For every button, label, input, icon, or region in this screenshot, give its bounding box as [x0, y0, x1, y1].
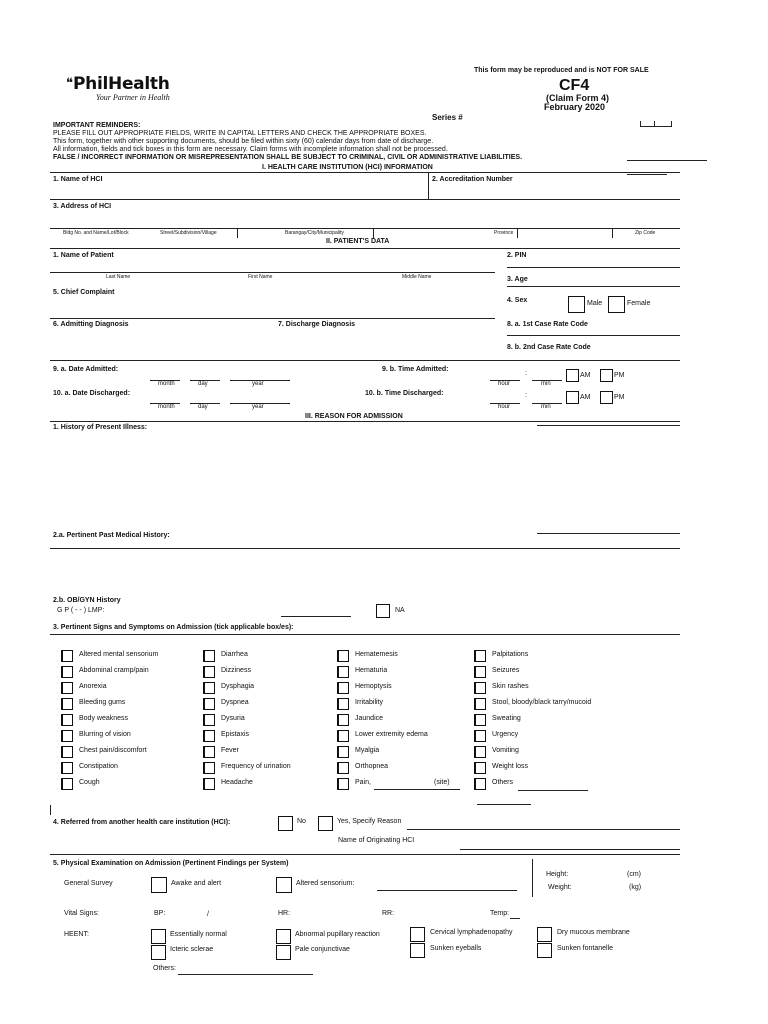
heent-item: Sunken fontanelle	[557, 945, 614, 952]
na-label: NA	[395, 607, 405, 614]
sign-checkbox[interactable]	[474, 762, 486, 774]
sign-checkbox[interactable]	[61, 650, 73, 662]
bp-label: BP:	[154, 910, 166, 917]
sign-label: Hematuria	[355, 667, 388, 674]
sign-checkbox[interactable]	[203, 746, 215, 758]
height-unit: (cm)	[627, 871, 641, 878]
history-label: 1. History of Present Illness:	[53, 424, 148, 431]
sign-checkbox[interactable]	[203, 778, 215, 790]
discharge-diagnosis-label: 7. Discharge Diagnosis	[278, 321, 356, 328]
sign-checkbox[interactable]	[61, 682, 73, 694]
heent-checkbox[interactable]	[537, 943, 552, 958]
reproduction-notice: This form may be reproduced and is NOT FOR SALE	[474, 67, 649, 74]
hour-label: hour	[498, 404, 511, 410]
section-title-patient: II. PATIENT'S DATA	[326, 238, 390, 245]
series-label: Series #	[432, 113, 463, 122]
others-label: Others:	[153, 965, 176, 972]
sign-label: Diarrhea	[221, 651, 248, 658]
logo-tagline: Your Partner in Health	[96, 93, 170, 102]
awake-label: Awake and alert	[171, 880, 222, 887]
sign-checkbox[interactable]	[61, 730, 73, 742]
address-label: 3. Address of HCI	[53, 203, 112, 210]
yes-specify-label: Yes, Specify Reason	[337, 818, 402, 825]
sign-checkbox[interactable]	[474, 746, 486, 758]
time-colon: :	[525, 370, 527, 377]
sign-checkbox[interactable]	[337, 778, 349, 790]
heent-checkbox[interactable]	[151, 929, 166, 944]
time-discharged-label: 10. b. Time Discharged:	[365, 390, 444, 397]
min-label: min	[541, 381, 551, 387]
address-part-province: Province	[494, 230, 514, 236]
sign-label: Blurring of vision	[79, 731, 131, 738]
name-part-first: First Name	[248, 274, 273, 280]
accreditation-label: 2. Accreditation Number	[432, 176, 513, 183]
sign-checkbox[interactable]	[337, 714, 349, 726]
female-label: Female	[627, 300, 651, 307]
leaf-icon: ❝	[66, 75, 73, 90]
sign-checkbox[interactable]	[474, 682, 486, 694]
referred-yes-checkbox[interactable]	[318, 816, 333, 831]
sign-label: Myalgia	[355, 747, 380, 754]
sign-checkbox[interactable]	[61, 714, 73, 726]
sign-label: Palpitations	[492, 651, 529, 658]
admitted-pm-checkbox[interactable]	[600, 369, 613, 382]
obgyn-fields: G P ( - - ) LMP:	[57, 607, 105, 614]
logo-text: PhilHealth	[73, 74, 170, 94]
name-of-patient-label: 1. Name of Patient	[53, 252, 114, 259]
general-survey-label: General Survey	[64, 880, 113, 887]
sign-label: Constipation	[79, 763, 118, 770]
obgyn-na-checkbox[interactable]	[376, 604, 390, 618]
sign-label: Body weakness	[79, 715, 129, 722]
sign-label: Abdominal cramp/pain	[79, 667, 149, 674]
sign-checkbox[interactable]	[203, 714, 215, 726]
year-label: year	[252, 381, 264, 387]
month-label: month	[158, 404, 175, 410]
name-part-middle: Middle Name	[402, 274, 432, 280]
admitted-am-checkbox[interactable]	[566, 369, 579, 382]
heent-checkbox[interactable]	[276, 929, 291, 944]
sign-checkbox[interactable]	[203, 762, 215, 774]
sign-checkbox[interactable]	[474, 666, 486, 678]
case-rate-1-label: 8. a. 1st Case Rate Code	[507, 321, 588, 328]
sign-label: Skin rashes	[492, 683, 529, 690]
am-label: AM	[580, 372, 591, 379]
section-title-reason: III. REASON FOR ADMISSION	[305, 413, 403, 420]
hr-label: HR:	[278, 910, 291, 917]
time-admitted-label: 9. b. Time Admitted:	[382, 366, 449, 373]
sign-label: Vomiting	[492, 747, 519, 754]
past-history-label: 2.a. Pertinent Past Medical History:	[53, 532, 170, 539]
sign-checkbox[interactable]	[337, 682, 349, 694]
sign-checkbox[interactable]	[203, 650, 215, 662]
sign-label: Hematemesis	[355, 651, 398, 658]
sign-checkbox[interactable]	[61, 746, 73, 758]
bp-slash: /	[207, 911, 209, 918]
pm-label: PM	[614, 394, 625, 401]
sign-checkbox[interactable]	[203, 698, 215, 710]
sign-label: Sweating	[492, 715, 521, 722]
sign-checkbox[interactable]	[61, 698, 73, 710]
sign-label: Irritability	[355, 699, 384, 706]
sign-checkbox[interactable]	[61, 762, 73, 774]
sign-label: Urgency	[492, 731, 519, 738]
referred-label: 4. Referred from another health care institution (HCI):	[53, 819, 231, 826]
address-part-barangay: Barangay/City/Municipality	[285, 230, 344, 236]
heent-checkbox[interactable]	[276, 945, 291, 960]
sign-label: Seizures	[492, 667, 520, 674]
reminder-line: PLEASE FILL OUT APPROPRIATE FIELDS, WRITE IN CAPITAL LETTERS AND CHECK THE APPROPRIATE BOXES.	[53, 130, 427, 137]
sign-checkbox[interactable]	[474, 650, 486, 662]
date-admitted-label: 9. a. Date Admitted:	[53, 366, 119, 373]
signs-title: 3. Pertinent Signs and Symptoms on Admission (tick applicable box/es):	[53, 624, 294, 631]
sex-male-checkbox[interactable]	[568, 296, 585, 313]
reminder-line: All information, fields and tick boxes in this form are necessary. Claim forms with incomplete information shall not be processed.	[53, 146, 448, 153]
reminder-line: This form, together with other supporting documents, should be filed within sixty (60) calendar days from date of discharge.	[53, 138, 434, 145]
philhealth-logo	[66, 74, 170, 94]
sex-label: 4. Sex	[507, 297, 528, 304]
sign-checkbox[interactable]	[203, 682, 215, 694]
altered-checkbox[interactable]	[276, 877, 292, 893]
year-label: year	[252, 404, 264, 410]
sign-label: Epistaxis	[221, 731, 250, 738]
referred-no-checkbox[interactable]	[278, 816, 293, 831]
site-label: (site)	[434, 779, 450, 786]
temp-label: Temp:	[490, 910, 510, 917]
age-label: 3. Age	[507, 276, 528, 283]
form-code: CF4	[559, 77, 590, 94]
sign-checkbox[interactable]	[337, 650, 349, 662]
heent-item: Abnormal pupillary reaction	[295, 931, 380, 938]
chief-complaint-label: 5. Chief Complaint	[53, 289, 115, 296]
heent-item: Essentially normal	[170, 931, 227, 938]
originating-hci-label: Name of Originating HCI	[338, 837, 415, 844]
month-label: month	[158, 381, 175, 387]
sign-label: Altered mental sensorium	[79, 651, 159, 658]
sign-label: Lower extremity edema	[355, 731, 428, 738]
sign-checkbox[interactable]	[474, 778, 486, 790]
case-rate-2-label: 8. b. 2nd Case Rate Code	[507, 344, 591, 351]
date-discharged-label: 10. a. Date Discharged:	[53, 390, 131, 397]
reminders-title: IMPORTANT REMINDERS:	[53, 122, 141, 129]
reminder-line: FALSE / INCORRECT INFORMATION OR MISREPRESENTATION SHALL BE SUBJECT TO CRIMINAL, CIVIL OR ADMINISTRATIVE LIABILITIES.	[53, 154, 523, 161]
heent-checkbox[interactable]	[537, 927, 552, 942]
sign-label: Cough	[79, 779, 100, 786]
form-name: (Claim Form 4)	[546, 93, 610, 103]
male-label: Male	[587, 300, 603, 307]
address-part-street: Street/Subdivision/Village	[160, 230, 217, 236]
heent-checkbox[interactable]	[410, 927, 425, 942]
sign-checkbox[interactable]	[203, 730, 215, 742]
address-part-bldg: Bldg No. and Name/Lot/Block	[63, 230, 129, 236]
sign-checkbox[interactable]	[61, 666, 73, 678]
sign-label: Anorexia	[79, 683, 107, 690]
sign-label: Stool, bloody/black tarry/mucoid	[492, 699, 592, 706]
weight-unit: (kg)	[629, 884, 642, 891]
pin-label: 2. PIN	[507, 252, 527, 259]
address-part-zip: Zip Code	[635, 230, 656, 236]
min-label: min	[541, 404, 551, 410]
sign-checkbox[interactable]	[203, 666, 215, 678]
hour-label: hour	[498, 381, 511, 387]
awake-checkbox[interactable]	[151, 877, 167, 893]
sign-label: Weight loss	[492, 763, 529, 770]
time-colon: :	[525, 392, 527, 399]
altered-label: Altered sensorium:	[296, 880, 355, 887]
form-revision: February 2020	[544, 102, 606, 112]
obgyn-label: 2.b. OB/GYN History	[53, 597, 121, 604]
sign-checkbox[interactable]	[474, 698, 486, 710]
sign-checkbox[interactable]	[337, 730, 349, 742]
no-label: No	[297, 818, 306, 825]
heent-item: Sunken eyeballs	[430, 945, 482, 952]
sign-label: Dizziness	[221, 667, 251, 674]
sign-label: Dyspnea	[221, 699, 249, 706]
sign-label: Others	[492, 779, 514, 786]
sex-female-checkbox[interactable]	[608, 296, 625, 313]
sign-label: Jaundice	[355, 715, 384, 722]
heent-item: Pale conjunctivae	[295, 946, 350, 953]
sign-label: Fever	[221, 747, 239, 754]
height-label: Height:	[546, 871, 569, 878]
sign-label: Hemoptysis	[355, 683, 392, 690]
am-label: AM	[580, 394, 591, 401]
sign-label: Orthopnea	[355, 763, 389, 770]
sign-checkbox[interactable]	[337, 666, 349, 678]
sign-label: Dysphagia	[221, 683, 255, 690]
heent-checkbox[interactable]	[151, 945, 166, 960]
sign-label: Chest pain/discomfort	[79, 747, 147, 754]
vital-signs-label: Vital Signs:	[64, 910, 99, 917]
sign-label: Headache	[221, 779, 253, 786]
sign-checkbox[interactable]	[337, 698, 349, 710]
pe-title: 5. Physical Examination on Admission (Pertinent Findings per System)	[53, 860, 289, 867]
day-label: day	[198, 404, 208, 410]
discharged-pm-checkbox[interactable]	[600, 391, 613, 404]
sign-checkbox[interactable]	[337, 746, 349, 758]
name-of-hci-label: 1. Name of HCI	[53, 176, 103, 183]
heent-item: Cervical lymphadenopathy	[430, 929, 513, 936]
sign-label: Frequency of urination	[221, 763, 291, 770]
name-part-last: Last Name	[106, 274, 131, 280]
heent-item: Dry mucous membrane	[557, 929, 630, 936]
admitting-diagnosis-label: 6. Admitting Diagnosis	[53, 321, 129, 328]
sign-checkbox[interactable]	[337, 762, 349, 774]
sign-checkbox[interactable]	[61, 778, 73, 790]
sign-checkbox[interactable]	[474, 714, 486, 726]
day-label: day	[198, 381, 208, 387]
sign-label: Bleeding gums	[79, 699, 126, 706]
rr-label: RR:	[382, 910, 395, 917]
sign-label: Pain,	[355, 779, 371, 786]
discharged-am-checkbox[interactable]	[566, 391, 579, 404]
section-title-hci: I. HEALTH CARE INSTITUTION (HCI) INFORMATION	[262, 164, 433, 171]
sign-checkbox[interactable]	[474, 730, 486, 742]
pm-label: PM	[614, 372, 625, 379]
weight-label: Weight:	[548, 884, 572, 891]
heent-checkbox[interactable]	[410, 943, 425, 958]
sign-label: Dysuria	[221, 715, 245, 722]
heent-item: Icteric sclerae	[170, 946, 214, 953]
heent-label: HEENT:	[64, 931, 89, 938]
